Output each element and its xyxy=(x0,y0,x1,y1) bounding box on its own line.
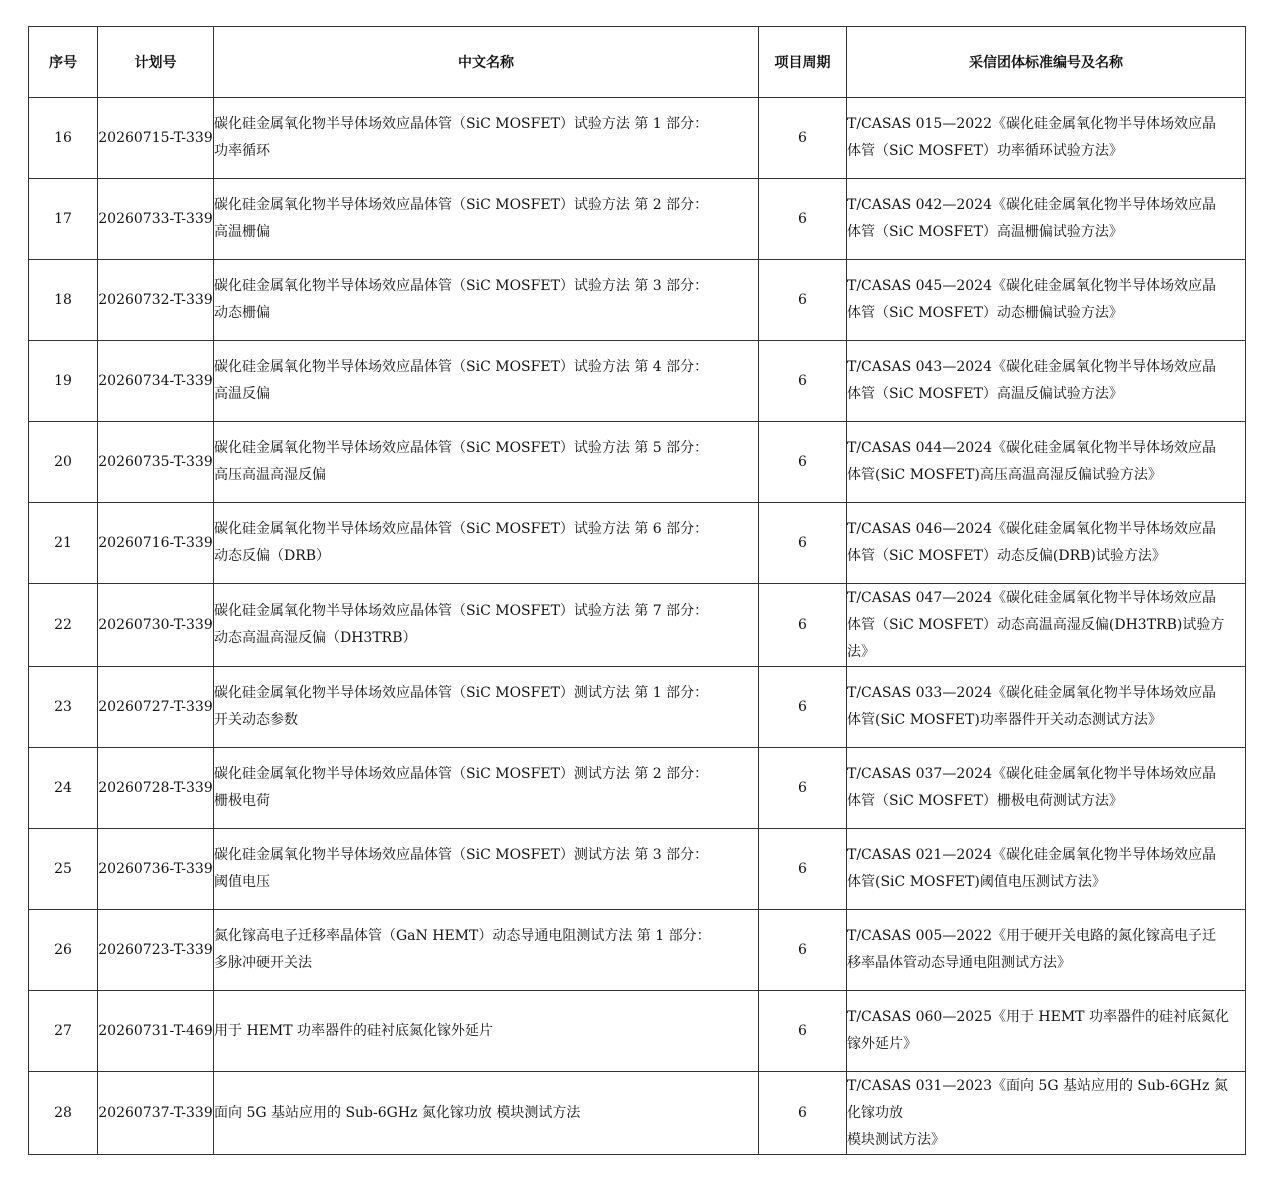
cell-standard-text: 体管(SiC MOSFET)阈值电压测试方法》 xyxy=(847,874,1106,890)
cell-cycle xyxy=(759,179,847,260)
table-row xyxy=(29,991,1246,1072)
cell-plan xyxy=(98,584,214,667)
table-row xyxy=(29,179,1246,260)
cell-standard-text: T/CASAS 031—2023《面向 5G 基站应用的 Sub-6GHz 氮 xyxy=(847,1077,1228,1094)
cell-standard-text: T/CASAS 033—2024《碳化硅金属氧化物半导体场效应晶 xyxy=(847,685,1216,701)
cell-name-text: 动态反偏（DRB） xyxy=(214,548,331,564)
cell-name-text: 碳化硅金属氧化物半导体场效应晶体管（SiC MOSFET）试验方法 第 4 部分： xyxy=(214,359,709,375)
cell-standard xyxy=(847,829,1246,910)
cell-plan-text: 20260728-T-339 xyxy=(98,780,213,796)
table-row xyxy=(29,422,1246,503)
cell-standard xyxy=(847,584,1246,667)
cell-name-text: 碳化硅金属氧化物半导体场效应晶体管（SiC MOSFET）测试方法 第 1 部分： xyxy=(214,685,709,701)
cell-cycle xyxy=(759,991,847,1072)
cell-cycle-text: 6 xyxy=(798,373,807,389)
cell-no-text: 24 xyxy=(54,780,72,796)
cell-cycle-text: 6 xyxy=(798,292,807,308)
cell-standard-text: 体管（SiC MOSFET）动态高温高湿反偏(DH3TRB)试验方 xyxy=(847,616,1225,633)
cell-plan xyxy=(98,260,214,341)
table-row xyxy=(29,260,1246,341)
table-row xyxy=(29,748,1246,829)
cell-no-text: 22 xyxy=(54,617,72,633)
cell-name-text: 动态高温高湿反偏（DH3TRB） xyxy=(214,630,417,646)
cell-name-text: 碳化硅金属氧化物半导体场效应晶体管（SiC MOSFET）试验方法 第 7 部分： xyxy=(214,603,709,619)
cell-standard-text: T/CASAS 015—2022《碳化硅金属氧化物半导体场效应晶 xyxy=(847,116,1216,132)
cell-plan xyxy=(98,422,214,503)
cell-standard-text: 体管（SiC MOSFET）功率循环试验方法》 xyxy=(847,143,1123,159)
cell-no-text: 23 xyxy=(54,699,72,715)
cell-no xyxy=(29,260,98,341)
cell-standard xyxy=(847,422,1246,503)
cell-name xyxy=(214,179,759,260)
cell-cycle-text: 6 xyxy=(798,1023,807,1039)
cell-plan xyxy=(98,98,214,179)
cell-plan xyxy=(98,829,214,910)
cell-cycle-text: 6 xyxy=(798,780,807,796)
cell-no xyxy=(29,584,98,667)
cell-standard-text: T/CASAS 042—2024《碳化硅金属氧化物半导体场效应晶 xyxy=(847,197,1216,213)
cell-plan-text: 20260735-T-339 xyxy=(98,454,213,470)
cell-cycle xyxy=(759,98,847,179)
cell-standard xyxy=(847,667,1246,748)
cell-plan xyxy=(98,503,214,584)
cell-no-text: 25 xyxy=(54,861,72,877)
header-no: 序号 xyxy=(29,27,98,98)
cell-plan-text: 20260723-T-339 xyxy=(98,942,213,958)
table-row xyxy=(29,1072,1246,1155)
cell-name xyxy=(214,910,759,991)
cell-plan-text: 20260730-T-339 xyxy=(98,617,213,633)
cell-name-text: 动态栅偏 xyxy=(214,305,270,321)
table-row xyxy=(29,503,1246,584)
cell-name-text: 阈值电压 xyxy=(214,874,270,890)
cell-no xyxy=(29,991,98,1072)
cell-name xyxy=(214,667,759,748)
cell-cycle xyxy=(759,584,847,667)
cell-cycle xyxy=(759,829,847,910)
header-row xyxy=(29,27,1246,98)
table-row xyxy=(29,667,1246,748)
cell-standard-text: T/CASAS 060—2025《用于 HEMT 功率器件的硅衬底氮化 xyxy=(847,1009,1229,1025)
cell-no xyxy=(29,1072,98,1155)
cell-name-text: 碳化硅金属氧化物半导体场效应晶体管（SiC MOSFET）试验方法 第 6 部分： xyxy=(214,521,709,537)
cell-standard-text: 化镓功放 xyxy=(847,1104,903,1121)
cell-standard-text: T/CASAS 044—2024《碳化硅金属氧化物半导体场效应晶 xyxy=(847,440,1216,456)
cell-name-text: 碳化硅金属氧化物半导体场效应晶体管（SiC MOSFET）试验方法 第 5 部分： xyxy=(214,440,709,456)
cell-standard-text: T/CASAS 005—2022《用于硬开关电路的氮化镓高电子迁 xyxy=(847,928,1216,944)
cell-cycle xyxy=(759,910,847,991)
cell-name xyxy=(214,341,759,422)
cell-name xyxy=(214,260,759,341)
cell-plan xyxy=(98,991,214,1072)
cell-plan xyxy=(98,1072,214,1155)
cell-cycle xyxy=(759,503,847,584)
cell-plan-text: 20260715-T-339 xyxy=(98,130,213,146)
cell-cycle xyxy=(759,341,847,422)
cell-no xyxy=(29,98,98,179)
cell-no-text: 28 xyxy=(54,1105,72,1121)
cell-standard-text: 模块测试方法》 xyxy=(847,1131,945,1148)
cell-plan-text: 20260734-T-339 xyxy=(98,373,213,389)
cell-name-text: 碳化硅金属氧化物半导体场效应晶体管（SiC MOSFET）测试方法 第 3 部分： xyxy=(214,847,709,863)
cell-standard-text: 体管（SiC MOSFET）高温栅偏试验方法》 xyxy=(847,224,1123,240)
cell-cycle-text: 6 xyxy=(798,861,807,877)
cell-no xyxy=(29,503,98,584)
cell-standard xyxy=(847,503,1246,584)
cell-name-text: 碳化硅金属氧化物半导体场效应晶体管（SiC MOSFET）试验方法 第 1 部分： xyxy=(214,116,709,132)
cell-name-text: 高温反偏 xyxy=(214,386,270,402)
cell-name-text: 高温栅偏 xyxy=(214,224,270,240)
cell-plan xyxy=(98,341,214,422)
cell-standard-text: 体管(SiC MOSFET)高压高温高湿反偏试验方法》 xyxy=(847,467,1162,483)
cell-plan-text: 20260733-T-339 xyxy=(98,211,213,227)
cell-cycle xyxy=(759,748,847,829)
cell-plan-text: 20260727-T-339 xyxy=(98,699,213,715)
cell-standard xyxy=(847,748,1246,829)
cell-plan xyxy=(98,179,214,260)
cell-name xyxy=(214,829,759,910)
cell-standard-text: T/CASAS 021—2024《碳化硅金属氧化物半导体场效应晶 xyxy=(847,847,1216,863)
cell-standard-text: T/CASAS 045—2024《碳化硅金属氧化物半导体场效应晶 xyxy=(847,278,1216,294)
cell-cycle-text: 6 xyxy=(798,211,807,227)
cell-plan xyxy=(98,667,214,748)
header-plan: 计划号 xyxy=(98,27,214,98)
cell-standard-text: 体管（SiC MOSFET）栅极电荷测试方法》 xyxy=(847,793,1123,809)
cell-no xyxy=(29,422,98,503)
cell-standard-text: T/CASAS 047—2024《碳化硅金属氧化物半导体场效应晶 xyxy=(847,589,1216,606)
cell-cycle-text: 6 xyxy=(798,942,807,958)
cell-standard-text: T/CASAS 043—2024《碳化硅金属氧化物半导体场效应晶 xyxy=(847,359,1216,375)
cell-name-text: 碳化硅金属氧化物半导体场效应晶体管（SiC MOSFET）试验方法 第 3 部分： xyxy=(214,278,709,294)
cell-cycle-text: 6 xyxy=(798,454,807,470)
cell-name-text: 面向 5G 基站应用的 Sub-6GHz 氮化镓功放 模块测试方法 xyxy=(214,1104,581,1121)
cell-cycle-text: 6 xyxy=(798,699,807,715)
cell-no-text: 27 xyxy=(54,1023,72,1039)
cell-plan xyxy=(98,910,214,991)
cell-plan-text: 20260736-T-339 xyxy=(98,861,213,877)
cell-no-text: 20 xyxy=(54,454,72,470)
cell-plan-text: 20260716-T-339 xyxy=(98,535,213,551)
cell-no xyxy=(29,341,98,422)
cell-name-text: 碳化硅金属氧化物半导体场效应晶体管（SiC MOSFET）测试方法 第 2 部分： xyxy=(214,766,709,782)
cell-cycle-text: 6 xyxy=(798,535,807,551)
cell-plan-text: 20260737-T-339 xyxy=(98,1105,213,1121)
cell-cycle-text: 6 xyxy=(798,617,807,633)
cell-no-text: 16 xyxy=(54,130,72,146)
cell-standard xyxy=(847,260,1246,341)
cell-standard-text: T/CASAS 037—2024《碳化硅金属氧化物半导体场效应晶 xyxy=(847,766,1216,782)
cell-standard-text: 体管（SiC MOSFET）动态栅偏试验方法》 xyxy=(847,305,1123,321)
cell-no xyxy=(29,748,98,829)
cell-name xyxy=(214,991,759,1072)
cell-standard xyxy=(847,98,1246,179)
cell-name xyxy=(214,98,759,179)
cell-no-text: 18 xyxy=(54,292,72,308)
cell-standard xyxy=(847,991,1246,1072)
table-row xyxy=(29,341,1246,422)
cell-standard-text: 体管（SiC MOSFET）高温反偏试验方法》 xyxy=(847,386,1123,402)
cell-no xyxy=(29,910,98,991)
cell-name-text: 碳化硅金属氧化物半导体场效应晶体管（SiC MOSFET）试验方法 第 2 部分： xyxy=(214,197,709,213)
cell-name xyxy=(214,584,759,667)
cell-no xyxy=(29,179,98,260)
cell-standard-text: 移率晶体管动态导通电阻测试方法》 xyxy=(847,955,1071,971)
table-row xyxy=(29,584,1246,667)
cell-plan xyxy=(98,748,214,829)
cell-name-text: 用于 HEMT 功率器件的硅衬底氮化镓外延片 xyxy=(214,1022,494,1039)
cell-plan-text: 20260732-T-339 xyxy=(98,292,213,308)
table-row xyxy=(29,910,1246,991)
cell-cycle xyxy=(759,667,847,748)
cell-name-text: 氮化镓高电子迁移率晶体管（GaN HEMT）动态导通电阻测试方法 第 1 部分： xyxy=(214,928,711,944)
cell-name xyxy=(214,503,759,584)
header-cycle: 项目周期 xyxy=(759,27,847,98)
cell-cycle-text: 6 xyxy=(798,130,807,146)
cell-name-text: 栅极电荷 xyxy=(214,793,270,809)
cell-no-text: 17 xyxy=(54,211,72,227)
cell-standard xyxy=(847,910,1246,991)
cell-name-text: 高压高温高湿反偏 xyxy=(214,467,326,483)
cell-no xyxy=(29,667,98,748)
cell-standard-text: 体管(SiC MOSFET)功率器件开关动态测试方法》 xyxy=(847,712,1162,728)
cell-name-text: 开关动态参数 xyxy=(214,712,298,728)
header-name: 中文名称 xyxy=(214,27,759,98)
cell-name xyxy=(214,422,759,503)
cell-no xyxy=(29,829,98,910)
cell-plan-text: 20260731-T-469 xyxy=(98,1023,213,1039)
header-standard: 采信团体标准编号及名称 xyxy=(847,27,1246,98)
standards-table xyxy=(28,26,1246,1155)
cell-standard xyxy=(847,1072,1246,1155)
cell-standard xyxy=(847,341,1246,422)
cell-cycle xyxy=(759,1072,847,1155)
cell-standard-text: 体管（SiC MOSFET）动态反偏(DRB)试验方法》 xyxy=(847,548,1166,564)
cell-standard xyxy=(847,179,1246,260)
cell-no-text: 26 xyxy=(54,942,72,958)
cell-name xyxy=(214,1072,759,1155)
cell-cycle xyxy=(759,422,847,503)
cell-standard-text: T/CASAS 046—2024《碳化硅金属氧化物半导体场效应晶 xyxy=(847,521,1216,537)
table-row xyxy=(29,829,1246,910)
cell-name-text: 功率循环 xyxy=(214,143,270,159)
cell-standard-text: 镓外延片》 xyxy=(847,1036,917,1052)
cell-cycle xyxy=(759,260,847,341)
table-row xyxy=(29,98,1246,179)
cell-cycle-text: 6 xyxy=(798,1105,807,1121)
cell-standard-text: 法》 xyxy=(847,643,875,660)
cell-name-text: 多脉冲硬开关法 xyxy=(214,955,312,971)
cell-no-text: 21 xyxy=(54,535,72,551)
cell-no-text: 19 xyxy=(54,373,72,389)
table-body xyxy=(29,98,1246,1155)
cell-name xyxy=(214,748,759,829)
